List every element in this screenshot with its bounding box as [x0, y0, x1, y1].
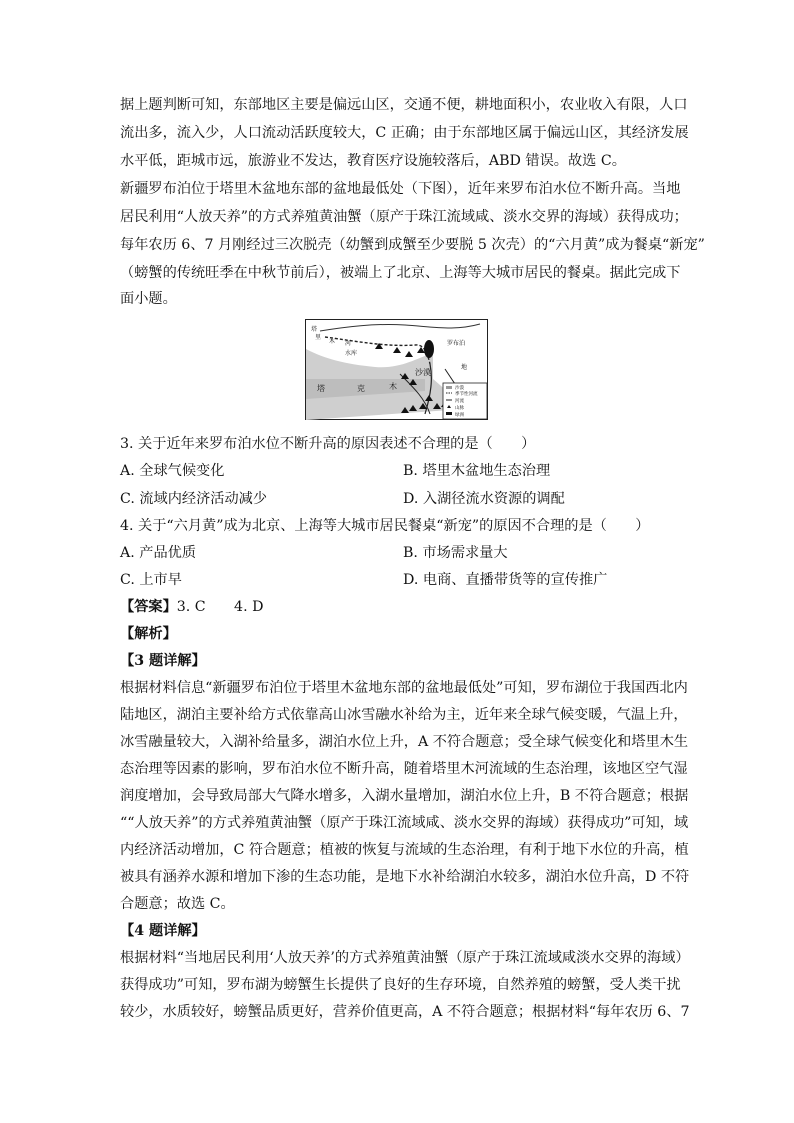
map-label: 塔 [311, 326, 318, 333]
option-d[interactable]: D. 入湖径流水资源的调配 [403, 491, 565, 507]
text-line: 新疆罗布泊位于塔里木盆地东部的盆地最低处（下图），近年来罗布泊水位不断升高。当地 [120, 181, 681, 197]
option-c[interactable]: C. 流域内经济活动减少 [120, 491, 268, 507]
legend-item: 山脉 [455, 406, 464, 411]
text-line: 获得成功”可知，罗布湖为螃蟹生长提供了良好的生存环境，自然养殖的螃蟹，受人类干扰 [120, 977, 681, 993]
legend-item: 河流 [455, 399, 464, 404]
answer-text: 3. C 4. D [176, 599, 264, 615]
text-line: 据上题判断可知，东部地区主要是偏远山区，交通不便，耕地面积小，农业收入有限，人口 [120, 97, 688, 113]
legend-item: 季节性河流 [455, 392, 478, 397]
map-label: 河 [345, 340, 352, 347]
map-label: 沙漠 [415, 368, 431, 377]
question-stem: 3. 关于近年来罗布泊水位不断升高的原因表述不合理的是（ ） [120, 436, 536, 452]
text-line: 态治理等因素的影响，罗布泊水位不断升高，随着塔里木河流域的生态治理，该地区空气湿 [120, 761, 688, 777]
map-label: 地 [461, 364, 468, 371]
option-b[interactable]: B. 塔里木盆地生态治理 [403, 463, 551, 479]
text-line: 冰雪融量较大，入湖补给量多，湖泊水位上升，A 不符合题意；受全球气候变化和塔里木生 [120, 734, 689, 750]
option-d[interactable]: D. 电商、直播带货等的宣传推广 [403, 572, 608, 588]
analysis-label: 【解析】 [120, 626, 177, 642]
option-b[interactable]: B. 市场需求量大 [403, 545, 508, 561]
text-line: 较少，水质较好，螃蟹品质更好，营养价值更高，A 不符合题意；根据材料“每年农历 6、7 [120, 1004, 690, 1020]
text-line: 合题意；故选 C。 [120, 896, 235, 912]
text-line: 面小题。 [120, 291, 177, 307]
question-stem: 4. 关于“六月黄”成为北京、上海等大城市居民餐桌“新宠”的原因不合理的是（ ） [120, 518, 650, 534]
text-line: 被具有涵养水源和增加下渗的生态功能，是地下水补给湖泊水较多，湖泊水位升高，D 不符 [120, 869, 690, 885]
text-line: 每年农历 6、7 月刚经过三次脱壳（幼蟹到成蟹至少要脱 5 次壳）的“六月黄”成为餐桌“新宠” [120, 237, 705, 253]
text-line: （螃蟹的传统旺季在中秋节前后），被端上了北京、上海等大城市居民的餐桌。据此完成下 [120, 265, 681, 281]
text-line: 居民利用“人放天养”的方式养殖黄油蟹（原产于珠江流域咸、淡水交界的海域）获得成功； [120, 209, 688, 225]
text-line: 内经济活动增加，C 符合题意；植被的恢复与流域的生态治理，有利于地下水位的升高，植 [120, 842, 689, 858]
text-line: 流出多，流入少，人口流动活跃度较大，C 正确；由于东部地区属于偏远山区，其经济发展 [120, 125, 689, 141]
text-line: 根据材料“当地居民利用‘人放天养’的方式养殖黄油蟹（原产于珠江流域咸淡水交界的海域） [120, 950, 690, 966]
map-label: 克 [357, 384, 365, 393]
answer-label: 【答案】 [120, 599, 177, 615]
option-a[interactable]: A. 产品优质 [120, 545, 197, 561]
text-line: 水平低，距城市远，旅游业不发达，教育医疗设施较落后，ABD 错误。故选 C。 [120, 153, 626, 169]
lop-nur-map [305, 319, 488, 420]
map-label: 木 [389, 382, 397, 391]
q3-detail-label: 【3 题详解】 [120, 653, 206, 669]
text-line: 陆地区，湖泊主要补给方式依靠高山冰雪融水补给为主，近年来全球气候变暖，气温上升， [120, 707, 688, 723]
map-label: 塔 [317, 384, 325, 393]
text-line: 润度增加，会导致局部大气降水增多，入湖水量增加，湖泊水位上升，B 不符合题意；根据 [120, 788, 689, 804]
option-a[interactable]: A. 全球气候变化 [120, 463, 225, 479]
text-line: ““人放天养”的方式养殖黄油蟹（原产于珠江流域咸、淡水交界的海域）获得成功”可知，域 [120, 815, 689, 831]
legend-item: 沙漠 [455, 386, 464, 391]
map-label: 罗布泊 [447, 340, 466, 347]
map-legend [443, 383, 487, 419]
answer-line [120, 598, 263, 616]
map-label: 水库 [345, 350, 358, 357]
text-line: 根据材料信息“新疆罗布泊位于塔里木盆地东部的盆地最低处”可知，罗布湖位于我国西北内 [120, 680, 688, 696]
legend-item: 绿洲 [455, 413, 464, 418]
map-label: 木 [329, 338, 336, 345]
map-label: 里 [315, 334, 322, 341]
option-c[interactable]: C. 上市早 [120, 572, 182, 588]
q4-detail-label: 【4 题详解】 [120, 923, 206, 939]
